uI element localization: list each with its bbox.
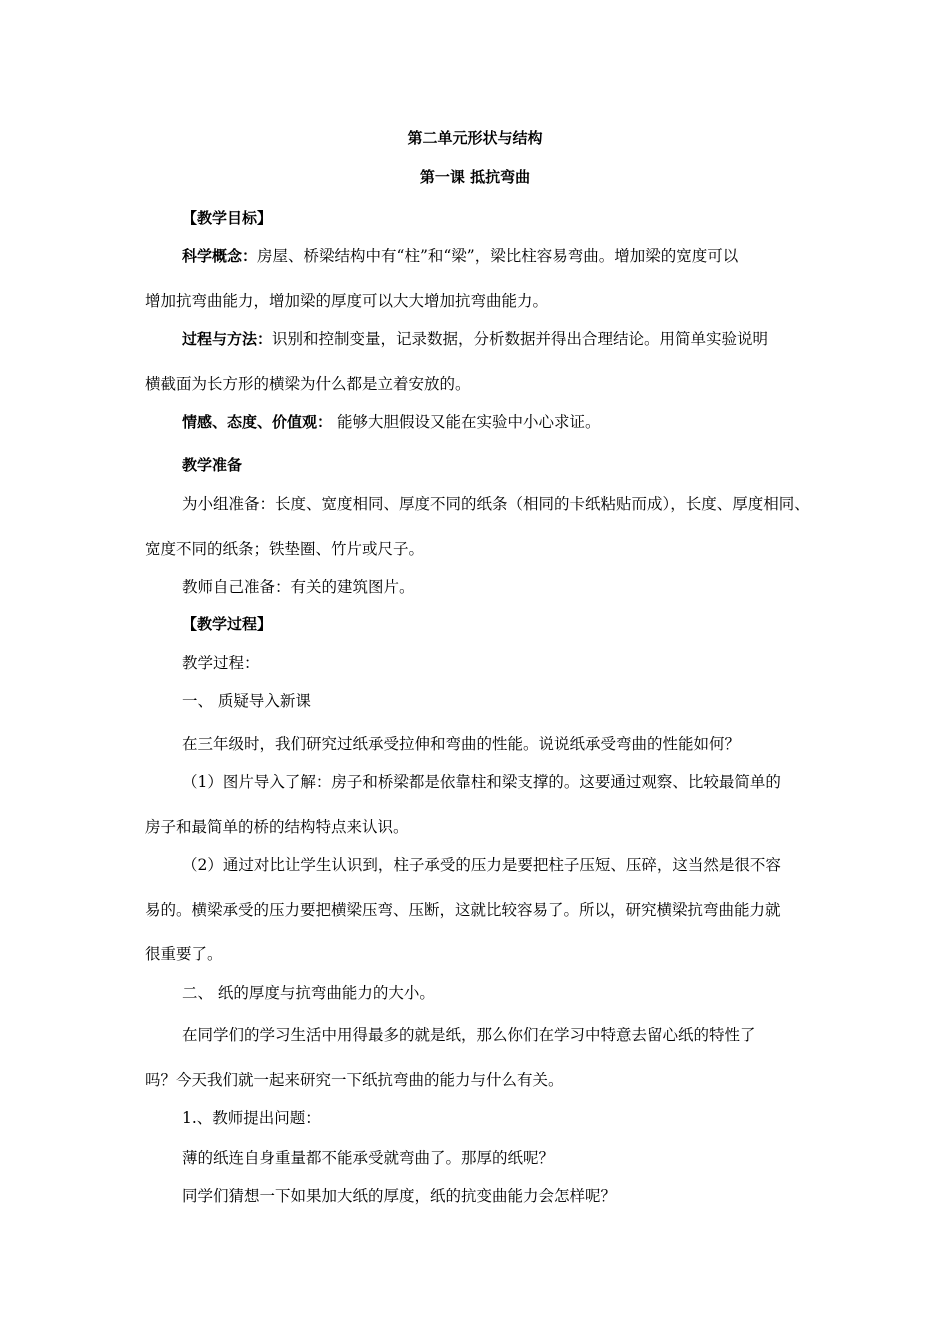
section-1-paragraph-2-line-2: 房子和最简单的桥的结构特点来认识。 — [145, 818, 409, 836]
prep-group-line-2: 宽度不同的纸条；铁垫圈、竹片或尺子。 — [145, 540, 425, 558]
prep-teacher: 教师自己准备：有关的建筑图片。 — [182, 578, 415, 596]
method-text: 识别和控制变量，记录数据，分析数据并得出合理结论。用简单实验说明 — [272, 330, 769, 348]
values-line — [182, 412, 600, 432]
concept-text: 房屋、桥梁结构中有“柱”和“梁”，梁比柱容易弯曲。增加梁的宽度可以 — [257, 247, 739, 265]
section-1-paragraph-1: 在三年级时，我们研究过纸承受拉伸和弯曲的性能。说说纸承受弯曲的性能如何？ — [182, 735, 741, 753]
section-2-paragraph-1-line-1: 在同学们的学习生活中用得最多的就是纸，那么你们在学习中特意去留心纸的特性了 — [182, 1026, 756, 1044]
question-2: 同学们猜想一下如果加大纸的厚度，纸的抗变曲能力会怎样呢？ — [182, 1187, 617, 1205]
method-line-1 — [182, 329, 768, 349]
section-2-paragraph-1-line-2: 吗？今天我们就一起来研究一下纸抗弯曲的能力与什么有关。 — [145, 1071, 564, 1089]
section-2-title: 二、 纸的厚度与抗弯曲能力的大小。 — [182, 984, 435, 1002]
section-1-paragraph-3-line-3: 很重要了。 — [145, 945, 223, 963]
process-heading: 【教学过程】 — [182, 615, 273, 633]
goals-heading: 【教学目标】 — [182, 209, 273, 227]
values-label: 情感、态度、价值观： — [182, 413, 333, 431]
concept-line-1 — [182, 246, 738, 266]
section-1-paragraph-3-line-1: （2）通过对比让学生认识到，柱子承受的压力是要把柱子压短、压碎，这当然是很不容 — [182, 856, 781, 874]
question-1: 薄的纸连自身重量都不能承受就弯曲了。那厚的纸呢？ — [182, 1149, 555, 1167]
values-text: 能够大胆假设又能在实验中小心求证。 — [332, 413, 601, 431]
concept-label: 科学概念： — [182, 247, 258, 265]
method-label: 过程与方法： — [182, 330, 273, 348]
concept-line-2: 增加抗弯曲能力，增加梁的厚度可以大大增加抗弯曲能力。 — [145, 292, 549, 310]
section-1-paragraph-2-line-1: （1）图片导入了解：房子和桥梁都是依靠柱和梁支撑的。这要通过观察、比较最简单的 — [182, 773, 781, 791]
section-1-paragraph-3-line-2: 易的。横梁承受的压力要把横梁压弯、压断，这就比较容易了。所以，研究横梁抗弯曲能力就 — [145, 901, 781, 919]
step-1: 1.、教师提出问题： — [182, 1109, 321, 1127]
lesson-title: 第一课 抵抗弯曲 — [419, 168, 531, 186]
section-1-title: 一、 质疑导入新课 — [182, 692, 311, 710]
prep-group-line-1: 为小组准备：长度、宽度相同、厚度不同的纸条（相同的卡纸粘贴而成），长度、厚度相同、 — [182, 495, 810, 513]
method-line-2: 横截面为长方形的横梁为什么都是立着安放的。 — [145, 375, 471, 393]
unit-title: 第二单元形状与结构 — [407, 129, 543, 147]
prep-heading: 教学准备 — [182, 456, 243, 474]
process-intro: 教学过程： — [182, 654, 260, 672]
